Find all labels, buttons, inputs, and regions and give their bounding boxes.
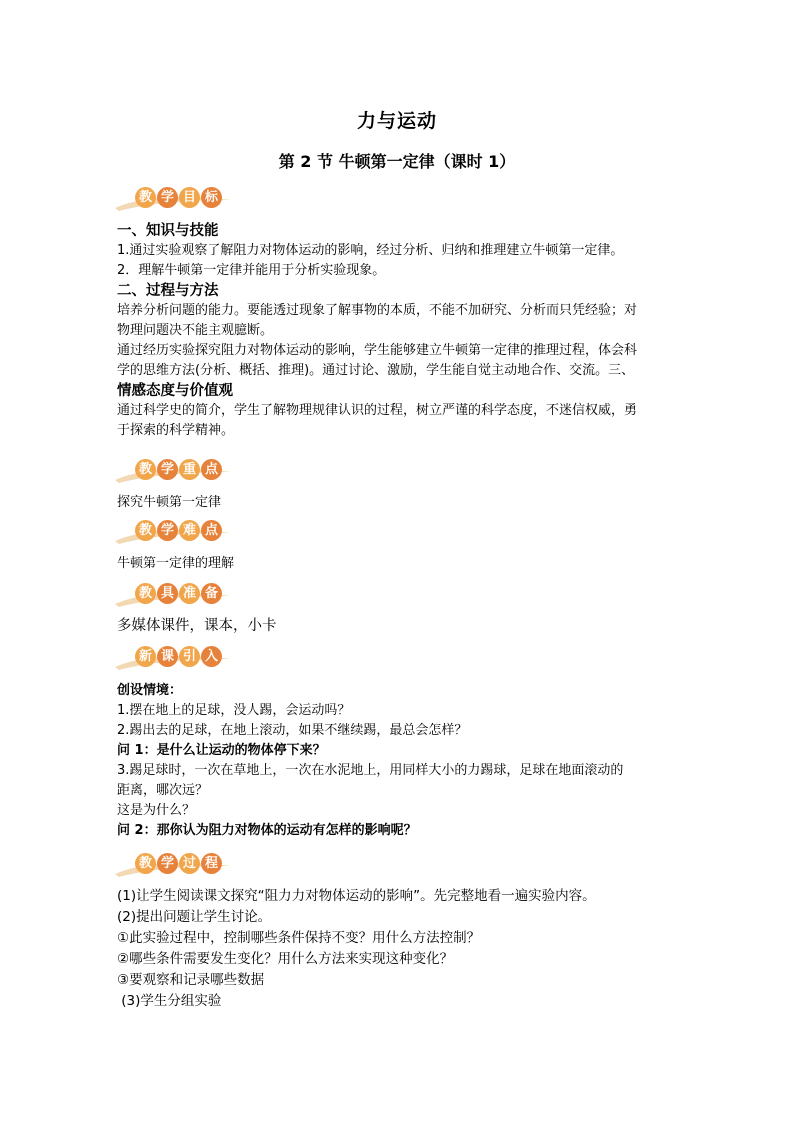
badge-char: 点	[201, 459, 222, 480]
introduction-line: 距离，哪次远？	[117, 783, 209, 798]
process-content	[117, 886, 680, 1012]
introduction-line: 2.踢出去的足球，在地上滚动，如果不继续踢，最总会怎样？	[117, 723, 468, 738]
objectives-heading-3: 情感态度与价值观	[117, 383, 233, 399]
introduction-content	[117, 681, 680, 841]
badge-char: 引	[179, 646, 200, 667]
objectives-line: 培养分析问题的能力。要能透过现象了解事物的本质，不能不加研究、分析而只凭经验；对	[117, 303, 638, 318]
process-line: (2)提出问题让学生讨论。	[117, 909, 272, 925]
objectives-line: 通过经历实验探究阻力对物体运动的影响，学生能够建立牛顿第一定律的推理过程，体会科	[117, 343, 638, 358]
objectives-heading-1: 一、知识与技能	[117, 223, 219, 239]
introduction-question: 问 2：那你认为阻力对物体的运动有怎样的影响呢？	[117, 823, 417, 838]
key-points-text: 探究牛顿第一定律	[117, 495, 222, 510]
badge-char: 重	[179, 459, 200, 480]
badge-char: 课	[157, 646, 178, 667]
badge-char: 学	[157, 853, 178, 874]
section-badge-difficulties	[113, 519, 233, 545]
introduction-heading: 创设情境：	[117, 683, 183, 698]
objectives-heading-2: 二、过程与方法	[117, 283, 219, 299]
process-line: (3)学生分组实验	[117, 993, 222, 1009]
process-line: ②哪些条件需要发生变化？用什么方法来实现这种变化？	[117, 951, 454, 967]
preparation-text: 多媒体课件，课本，小卡	[117, 618, 277, 634]
badge-char: 点	[201, 520, 222, 541]
badge-char: 学	[157, 520, 178, 541]
section-badge-preparation	[113, 582, 233, 608]
objectives-line: 于探索的科学精神。	[117, 423, 235, 438]
introduction-question: 问 1：是什么让运动的物体停下来？	[117, 743, 326, 758]
objectives-content	[117, 221, 680, 441]
difficulties-text: 牛顿第一定律的理解	[117, 556, 235, 571]
objectives-line: 通过科学史的简介，学生了解物理规律认识的过程，树立严谨的科学态度，不迷信权威，勇	[117, 403, 638, 418]
objectives-line: 2．理解牛顿第一定律并能用于分析实验现象。	[117, 263, 386, 278]
process-line: (1)让学生阅读课文探究“阻力力对物体运动的影响”。先完整地看一遍实验内容。	[117, 888, 596, 904]
badge-char: 教	[135, 520, 156, 541]
introduction-line: 这是为什么？	[117, 803, 196, 818]
section-badge-process	[113, 852, 233, 878]
section-badge-objectives	[113, 186, 233, 212]
objectives-line: 物理问题决不能主观臆断。	[117, 323, 274, 338]
objectives-line: 1.通过实验观察了解阻力对物体运动的影响，经过分析、归纳和推理建立牛顿第一定律。	[117, 243, 624, 258]
badge-char: 教	[135, 187, 156, 208]
badge-char: 具	[157, 583, 178, 604]
badge-char: 入	[201, 646, 222, 667]
badge-char: 标	[201, 187, 222, 208]
badge-char: 目	[179, 187, 200, 208]
badge-char: 教	[135, 459, 156, 480]
section-badge-key-points	[113, 458, 233, 484]
difficulties-content	[117, 554, 680, 574]
section-badge-introduction	[113, 645, 233, 671]
badge-char: 教	[135, 583, 156, 604]
key-points-content	[117, 493, 680, 513]
badge-char: 学	[157, 187, 178, 208]
process-line: ①此实验过程中，控制哪些条件保持不变？用什么方法控制？	[117, 930, 481, 946]
badge-char: 教	[135, 853, 156, 874]
preparation-content	[117, 616, 680, 636]
introduction-line: 3.踢足球时，一次在草地上，一次在水泥地上，用同样大小的力踢球，足球在地面滚动的	[117, 763, 624, 778]
badge-char: 学	[157, 459, 178, 480]
badge-char: 备	[201, 583, 222, 604]
page-subtitle: 第 2 节 牛顿第一定律（课时 1）	[278, 152, 516, 171]
badge-char: 准	[179, 583, 200, 604]
introduction-line: 1.摆在地上的足球，没人踢，会运动吗？	[117, 703, 351, 718]
objectives-line: 学的思维方法(分析、概括、推理)。通过讨论、激励，学生能自觉主动地合作、交流。三、	[117, 363, 635, 378]
process-line: ③要观察和记录哪些数据	[117, 972, 265, 988]
badge-char: 程	[201, 853, 222, 874]
page-title: 力与运动	[356, 110, 437, 132]
badge-char: 难	[179, 520, 200, 541]
badge-char: 新	[135, 646, 156, 667]
badge-char: 过	[179, 853, 200, 874]
